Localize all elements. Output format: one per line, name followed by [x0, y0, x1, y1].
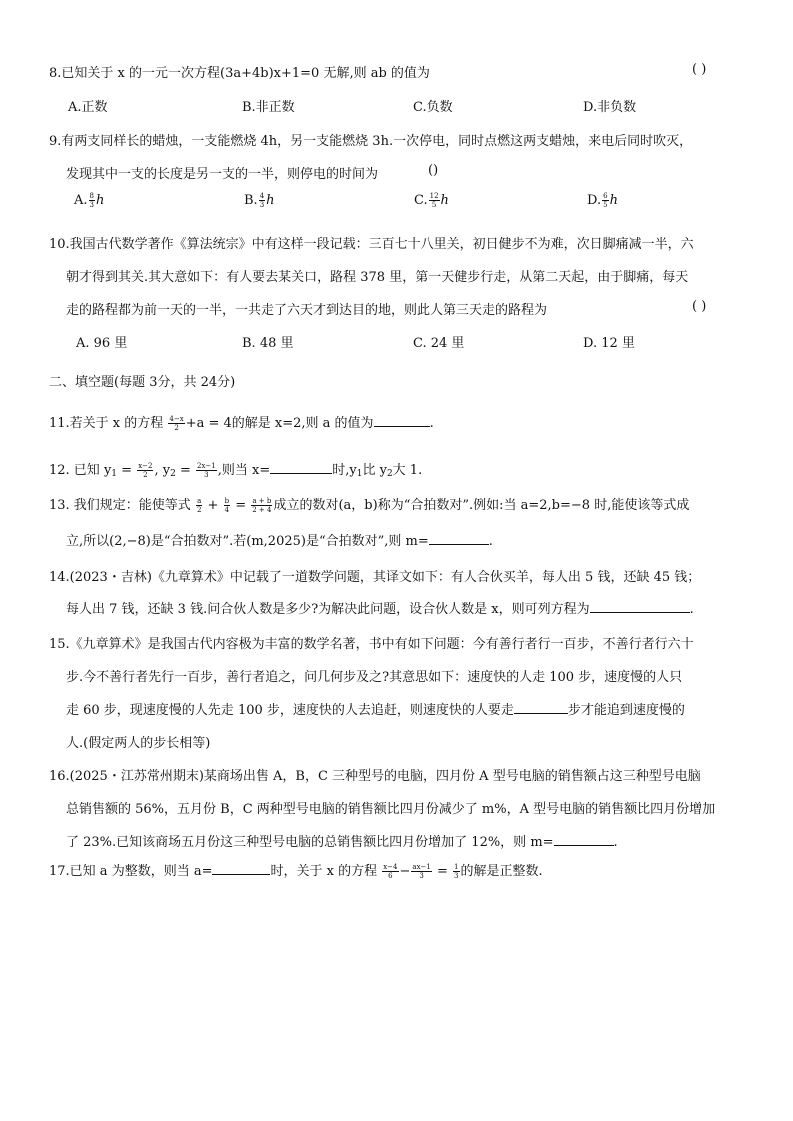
q10-stem-line2: 朝才得到其关.其大意如下：有人要去某关口，路程 378 里，第一天健步行走，从第二天起，由于脚痛，每天 — [66, 270, 689, 285]
q9-answer-paren: () — [428, 163, 439, 178]
q15-line3 — [66, 699, 685, 718]
q17-fraction-2 — [411, 863, 431, 880]
q11 — [49, 412, 434, 432]
q12-post4: 大 1. — [392, 463, 423, 478]
q16-end: . — [613, 835, 618, 850]
q12-f1-num: x−2 — [138, 462, 153, 470]
q9-option-a-unit: h — [96, 193, 105, 208]
q8-option-a: A.正数 — [68, 100, 108, 115]
q13-line1 — [49, 494, 689, 514]
q13-end: . — [488, 534, 493, 549]
q12-post3: 比 y — [362, 463, 387, 478]
q12-eq1: = — [117, 463, 137, 478]
q13-f2-num: b — [224, 497, 230, 505]
q17-pre: 17.已知 a 为整数，则当 a= — [49, 864, 213, 879]
q12-fraction-1 — [137, 462, 153, 479]
q15-line1: 15.《九章算术》是我国古代内容极为丰富的数学名著，书中有如下问题：今有善行者行一百步，不善行者行六十 — [49, 637, 694, 652]
q13-f1-num: a — [197, 497, 202, 505]
q10-option-b: B. 48 里 — [242, 336, 294, 351]
q12-eq2: = — [175, 463, 195, 478]
q9-option-b-label: B. — [244, 193, 258, 208]
q12-sub1: 1 — [111, 469, 118, 479]
q10-option-d: D. 12 里 — [583, 336, 635, 351]
q13-f3-num: a + b — [252, 497, 272, 505]
section-title: 二、填空题(每题 3分，共 24分) — [49, 375, 236, 390]
q9-option-c-unit: h — [440, 193, 449, 208]
q15-line4: 人.(假定两人的步长相等) — [66, 736, 211, 751]
q17-f3-num: 1 — [454, 863, 459, 871]
q13-fraction-2 — [224, 497, 230, 514]
q13-line2-text: 立,所以(2,−8)是“合拍数对”.若(m,2025)是“合拍数对”,则 m= — [66, 534, 429, 549]
q10-stem-line3: 走的路程都为前一天的一半，一共走了六天才到达目的地，则此人第三天走的路程为 — [66, 303, 548, 318]
q15-line2: 步.今不善行者先行一百步，善行者追之，问几何步及之?其意思如下：速度快的人走 100 步，速度慢的人只 — [66, 670, 683, 685]
q12-mid: , y — [154, 463, 171, 478]
q17-f2-den: 3 — [419, 872, 424, 880]
q9-option-b-den: 3 — [259, 201, 265, 209]
q9-option-c-fraction — [429, 192, 440, 209]
q17-fraction-1 — [382, 863, 398, 880]
q11-end: . — [429, 416, 434, 431]
q11-pre: 11.若关于 x 的方程 — [49, 416, 164, 431]
q17-mid: 时，关于 x 的方程 — [270, 864, 378, 879]
q12-sub2: 2 — [170, 469, 176, 479]
q9-option-d-unit: h — [609, 193, 618, 208]
q16-line2: 总销售额的 56%，五月份 B，C 两种型号电脑的销售额比四月份减少了 m%，A 型号电脑的销售额比四月份增加 — [66, 802, 716, 817]
q10-answer-paren: ( ) — [692, 299, 707, 314]
q14-line2-text: 每人出 7 钱，还缺 3 钱.问合伙人数是多少?为解决此问题，设合伙人数是 x，则可列方程为 — [66, 602, 590, 617]
q12-sub4: 2 — [386, 469, 393, 479]
q12-post: ,则当 x= — [217, 463, 271, 478]
q9-option-b — [244, 192, 275, 209]
q17-f3-den: 3 — [454, 872, 459, 880]
q12-post2: 时,y — [332, 463, 357, 478]
q10-option-c: C. 24 里 — [413, 336, 465, 351]
q13-f1-den: 2 — [196, 506, 202, 514]
q12 — [49, 459, 422, 479]
q9-option-d-num: 6 — [603, 192, 608, 200]
q16-line3 — [66, 831, 618, 850]
q9-option-c — [414, 192, 449, 209]
q9-option-d-label: D. — [587, 193, 602, 208]
q17 — [49, 860, 543, 880]
q15-line3-text-a: 走 60 步，现速度慢的人先走 100 步，速度快的人去追赶，则速度快的人要走 — [66, 703, 514, 718]
q9-option-c-num: 12 — [429, 192, 439, 200]
q14-line2 — [66, 598, 694, 617]
q17-answer-blank[interactable] — [212, 862, 270, 875]
q17-minus: − — [399, 864, 411, 879]
q13-pre: 13. 我们规定：能使等式 — [49, 498, 191, 513]
q10-stem-line1: 10.我国古代数学著作《算法统宗》中有这样一段记载：三百七十八里关，初日健步不为难，次日脚痛减一半，六 — [49, 237, 694, 252]
q9-option-a-num: 8 — [89, 192, 94, 200]
q9-option-a-den: 3 — [89, 201, 94, 209]
q12-answer-blank[interactable] — [270, 461, 332, 474]
q12-fraction-2 — [196, 462, 217, 479]
q13-f3-den: 2 + 4 — [252, 506, 272, 514]
q13-f2-den: 4 — [224, 506, 230, 514]
q11-fraction — [168, 415, 184, 432]
q8-stem: 8.已知关于 x 的一元一次方程(3a+4b)x+1=0 无解,则 ab 的值为 — [49, 66, 430, 81]
q9-stem-line1: 9.有两支同样长的蜡烛，一支能燃烧 4h，另一支能燃烧 3h.一次停电，同时点燃这两支蜡烛，来电后同时吹灭， — [49, 134, 693, 149]
q15-answer-blank[interactable] — [514, 701, 568, 714]
q17-fraction-3 — [453, 863, 459, 880]
q10-option-a: A. 96 里 — [76, 336, 128, 351]
q14-end: . — [689, 602, 694, 617]
q8-option-d: D.非负数 — [583, 100, 637, 115]
q8-option-b: B.非正数 — [242, 100, 295, 115]
q12-sub3: 1 — [356, 469, 363, 479]
q16-answer-blank[interactable] — [554, 833, 614, 846]
q11-post: +a = 4的解是 x=2,则 a 的值为 — [185, 416, 374, 431]
q13-line2 — [66, 530, 493, 549]
q13-fraction-1 — [196, 497, 202, 514]
q16-line1: 16.(2025・江苏常州期末)某商场出售 A，B，C 三种型号的电脑，四月份 A 型号电脑的销售额占这三种型号电脑 — [49, 769, 701, 784]
q9-option-d — [587, 192, 618, 209]
q9-option-a-fraction — [89, 192, 95, 209]
q8-option-c: C.负数 — [413, 100, 453, 115]
q13-fraction-3 — [251, 497, 272, 514]
q12-f2-den: 3 — [204, 471, 209, 479]
q13-post: 成立的数对(a，b)称为“合拍数对”.例如:当 a=2,b=−8 时,能使该等式成 — [273, 498, 690, 513]
q9-option-d-fraction — [602, 192, 608, 209]
q9-option-d-den: 5 — [603, 201, 608, 209]
q12-pre: 12. 已知 y — [49, 463, 112, 478]
q13-plus: + — [203, 498, 223, 513]
q9-option-a — [74, 192, 104, 209]
q17-post: 的解是正整数. — [460, 864, 543, 879]
q9-option-c-den: 5 — [431, 201, 437, 209]
q9-option-c-label: C. — [414, 193, 428, 208]
q11-frac-num: 4−x — [169, 415, 184, 423]
q15-line3-text-b: 步才能追到速度慢的 — [567, 703, 685, 718]
q11-frac-den: 2 — [174, 424, 179, 432]
q9-option-b-unit: h — [266, 193, 275, 208]
q17-f1-num: x−4 — [383, 863, 398, 871]
q9-option-a-label: A. — [74, 193, 88, 208]
q14-line1: 14.(2023・吉林)《九章算术》中记载了一道数学问题，其译文如下：有人合伙买羊，每人出 5 钱，还缺 45 钱； — [49, 570, 701, 585]
q13-answer-blank[interactable] — [429, 532, 489, 545]
q17-eq: = — [432, 864, 453, 879]
q9-option-b-fraction — [259, 192, 265, 209]
q14-answer-blank[interactable] — [590, 600, 690, 613]
q13-eq: = — [231, 498, 251, 513]
q9-stem-line2: 发现其中一支的长度是另一支的一半，则停电的时间为 — [66, 167, 379, 182]
q8-answer-paren: ( ) — [692, 62, 707, 77]
q12-f2-num: 2x−1 — [197, 462, 216, 470]
q17-f2-num: ax−1 — [412, 863, 431, 871]
q11-answer-blank[interactable] — [374, 414, 430, 427]
q9-option-b-num: 4 — [259, 192, 265, 200]
q17-f1-den: 6 — [388, 872, 393, 880]
q12-f1-den: 2 — [143, 471, 148, 479]
q16-line3-text: 了 23%.已知该商场五月份这三种型号电脑的总销售额比四月份增加了 12%，则 m= — [66, 835, 554, 850]
